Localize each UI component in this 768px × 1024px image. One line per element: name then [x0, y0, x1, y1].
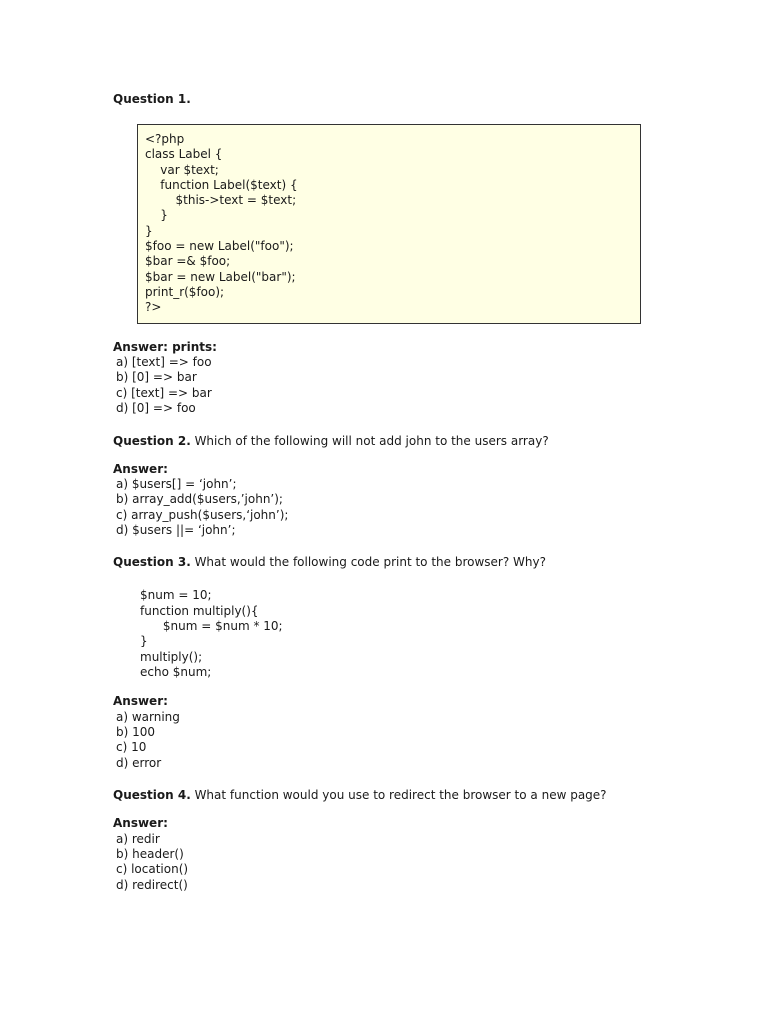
code-line: print_r($foo); — [145, 284, 225, 299]
question-3-answer — [113, 694, 713, 771]
answer-option: a) warning — [116, 709, 180, 724]
code-line: function multiply(){ — [140, 603, 259, 618]
answer-option: b) array_add($users,’john’); — [116, 492, 283, 507]
code-line: class Label { — [145, 147, 223, 162]
answer-option: d) $users ||= ‘john’; — [116, 523, 236, 538]
question-1-title — [113, 90, 713, 108]
code-line: ?> — [145, 300, 162, 315]
answer-options — [113, 710, 713, 772]
code-line: } — [140, 634, 148, 649]
code-line: var $text; — [145, 162, 219, 177]
question-2-text: Which of the following will not add john to the users array? — [190, 433, 549, 448]
quiz-document — [113, 90, 713, 908]
answer-options — [113, 832, 713, 894]
answer-option: a) redir — [116, 831, 160, 846]
question-1-code-box — [137, 124, 641, 324]
answer-options — [113, 477, 713, 539]
question-2-answer — [113, 462, 713, 539]
answer-option: b) header() — [116, 846, 184, 861]
code-line: echo $num; — [140, 664, 212, 679]
code-line: function Label($text) { — [145, 177, 298, 192]
code-line: $bar = new Label("bar"); — [145, 269, 296, 284]
answer-option: c) 10 — [116, 740, 147, 755]
question-1-label: Question 1. — [113, 92, 191, 106]
answer-option: a) [text] => foo — [116, 354, 212, 369]
code-line: multiply(); — [140, 649, 203, 664]
answer-label: Answer: — [113, 461, 168, 476]
question-3-title — [113, 553, 713, 571]
code-line: } — [145, 223, 153, 238]
answer-option: d) redirect() — [116, 877, 188, 892]
code-line: $bar =& $foo; — [145, 254, 231, 269]
code-line: $num = 10; — [140, 588, 212, 603]
answer-option: d) [0] => foo — [116, 401, 196, 416]
code-line: $num = $num * 10; — [140, 619, 283, 634]
question-1-answer — [113, 340, 713, 417]
code-line: } — [145, 208, 168, 223]
answer-option: c) [text] => bar — [116, 385, 212, 400]
answer-option: c) location() — [116, 862, 189, 877]
answer-option: b) 100 — [116, 725, 156, 740]
answer-option: c) array_push($users,‘john’); — [116, 507, 289, 522]
question-4-text: What function would you use to redirect the browser to a new page? — [190, 788, 607, 803]
answer-label: Answer: — [113, 694, 168, 709]
answer-option: b) [0] => bar — [116, 370, 197, 385]
code-line: $foo = new Label("foo"); — [145, 239, 294, 254]
code-line: $this->text = $text; — [145, 193, 297, 208]
code-line: <?php — [145, 132, 185, 146]
question-2-label: Question 2. — [113, 433, 191, 448]
question-4-label: Question 4. — [113, 788, 191, 803]
question-3-code — [140, 588, 713, 680]
question-4-answer — [113, 816, 713, 893]
question-4-title — [113, 786, 713, 804]
question-2-title — [113, 432, 713, 450]
question-3-label: Question 3. — [113, 555, 191, 570]
answer-label: Answer: prints: — [113, 339, 217, 354]
answer-options — [113, 355, 713, 417]
answer-label: Answer: — [113, 816, 168, 831]
answer-option: a) $users[] = ‘john’; — [116, 476, 237, 491]
question-3-text: What would the following code print to the browser? Why? — [190, 555, 546, 570]
answer-option: d) error — [116, 755, 162, 770]
